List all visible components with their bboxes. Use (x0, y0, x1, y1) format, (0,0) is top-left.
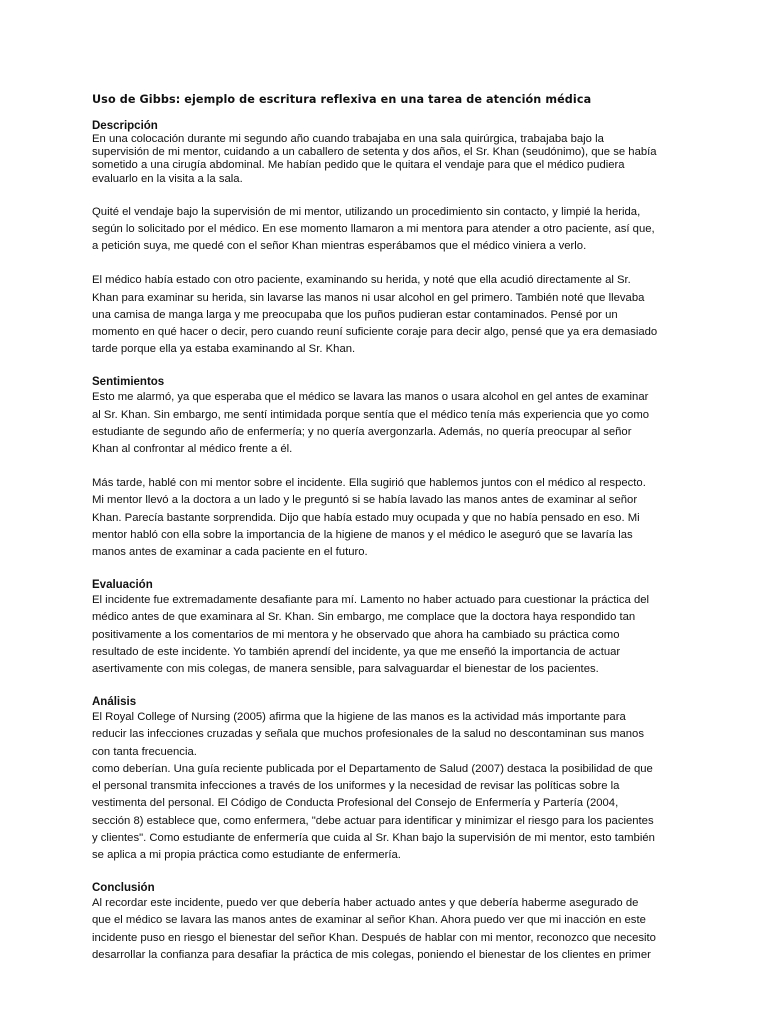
section-analisis (92, 695, 682, 864)
section-heading-sentimientos: Sentimientos (92, 376, 165, 389)
document-title: Uso de Gibbs: ejemplo de escritura reflexiva en una tarea de atención médica (92, 93, 592, 106)
section-heading-evaluacion: Evaluación (92, 579, 153, 592)
paragraph: El incidente fue extremadamente desafiante para mí. Lamento no haber actuado para cuestionar la práctica del médico antes de que examinara al Sr. Khan. Sin embargo, me complace que la doctora haya respondido tan positivamente a los comentarios de mi mentora y he observado que ahora ha cambiado su práctica como resultado de este incidente. Yo también aprendí del incidente, ya que me enseñó la importancia de actuar asertivamente con mis colegas, de manera sensible, para salvaguardar el bienestar de los pacientes. (92, 594, 650, 676)
paragraph: Esto me alarmó, ya que esperaba que el médico se lavara las manos o usara alcohol en gel antes de examinar al Sr. Khan. Sin embargo, me sentí intimidada porque sentía que el médico tenía más experiencia que yo como estudiante de segundo año de enfermería; y no quería avergonzarla. Además, no quería preocupar al señor Khan al confrontar al médico frente a él. (92, 391, 650, 456)
section-evaluacion (92, 578, 682, 678)
section-sentimientos (92, 375, 682, 561)
paragraph: Quité el vendaje bajo la supervisión de mi mentor, utilizando un procedimiento sin contacto, y limpié la herida, según lo solicitado por el médico. En ese momento llamaron a mi mentora para atender a otro paciente, así que, a petición suya, me quedé con el señor Khan mientras esperábamos que el médico viniera a verlo. (92, 205, 655, 253)
paragraph: Más tarde, hablé con mi mentor sobre el incidente. Ella sugirió que hablemos juntos con el médico al respecto. Mi mentor llevó a la doctora a un lado y le preguntó si se había lavado las manos antes de examinar al señor Khan. Parecía bastante sorprendida. Dijo que había estado muy ocupada y que no había pensado en eso. Mi mentor habló con ella sobre la importancia de la higiene de manos y el médico le aseguró que se lavaría las manos antes de examinar a cada paciente en el futuro. (92, 477, 646, 559)
paragraph: El Royal College of Nursing (2005) afirma que la higiene de las manos es la actividad más importante para reducir las infecciones cruzadas y señala que muchos profesionales de la salud no descontaminan sus manos con tanta frecuencia. (92, 711, 644, 758)
paragraph: como deberían. Una guía reciente publicada por el Departamento de Salud (2007) destaca la posibilidad de que el personal transmita infecciones a través de los uniformes y la necesidad de revisar las políticas sobre la vestimenta del personal. El Código de Conducta Profesional del Consejo de Enfermería y Partería (2004, sección 8) establece que, como enfermera, "debe actuar para identificar y minimizar el riesgo para los pacientes y clientes". Como estudiante de enfermería que cuida al Sr. Khan bajo la supervisión de mi mentor, esto también se aplica a mi propia práctica como estudiante de enfermería. (92, 762, 655, 861)
section-heading-conclusion: Conclusión (92, 882, 155, 895)
paragraph: En una colocación durante mi segundo año cuando trabajaba en una sala quirúrgica, trabajaba bajo la supervisión de mi mentor, cuidando a un caballero de setenta y dos años, el Sr. Khan (seudónimo), que se había sometido a una cirugía abdominal. Me habían pedido que le quitara el vendaje para que el médico pudiera evaluarlo en la visita a la sala. (92, 133, 657, 185)
section-heading-analisis: Análisis (92, 696, 137, 709)
document-page (92, 93, 682, 964)
section-conclusion (92, 881, 682, 964)
paragraph: El médico había estado con otro paciente, examinando su herida, y noté que ella acudió directamente al Sr. Khan para examinar su herida, sin lavarse las manos ni usar alcohol en gel primero. También noté que llevaba una camisa de manga larga y me preocupaba que los puños pudieran estar contaminados. Pensé por un momento en qué hacer o decir, pero cuando reuní suficiente coraje para decir algo, pensé que ya era demasiado tarde porque ella ya estaba examinando al Sr. Khan. (92, 274, 658, 356)
section-heading-descripcion: Descripción (92, 120, 158, 132)
paragraph: Al recordar este incidente, puedo ver que debería haber actuado antes y que debería haberme asegurado de que el médico se lavara las manos antes de examinar al señor Khan. Ahora puedo ver que mi inacción en este incidente puso en riesgo el bienestar del señor Khan. Después de hablar con mi mentor, reconozco que necesito desarrollar la confianza para desafiar la práctica de mis colegas, poniendo el bienestar de los clientes en primer (92, 897, 656, 961)
section-descripcion (92, 119, 682, 358)
